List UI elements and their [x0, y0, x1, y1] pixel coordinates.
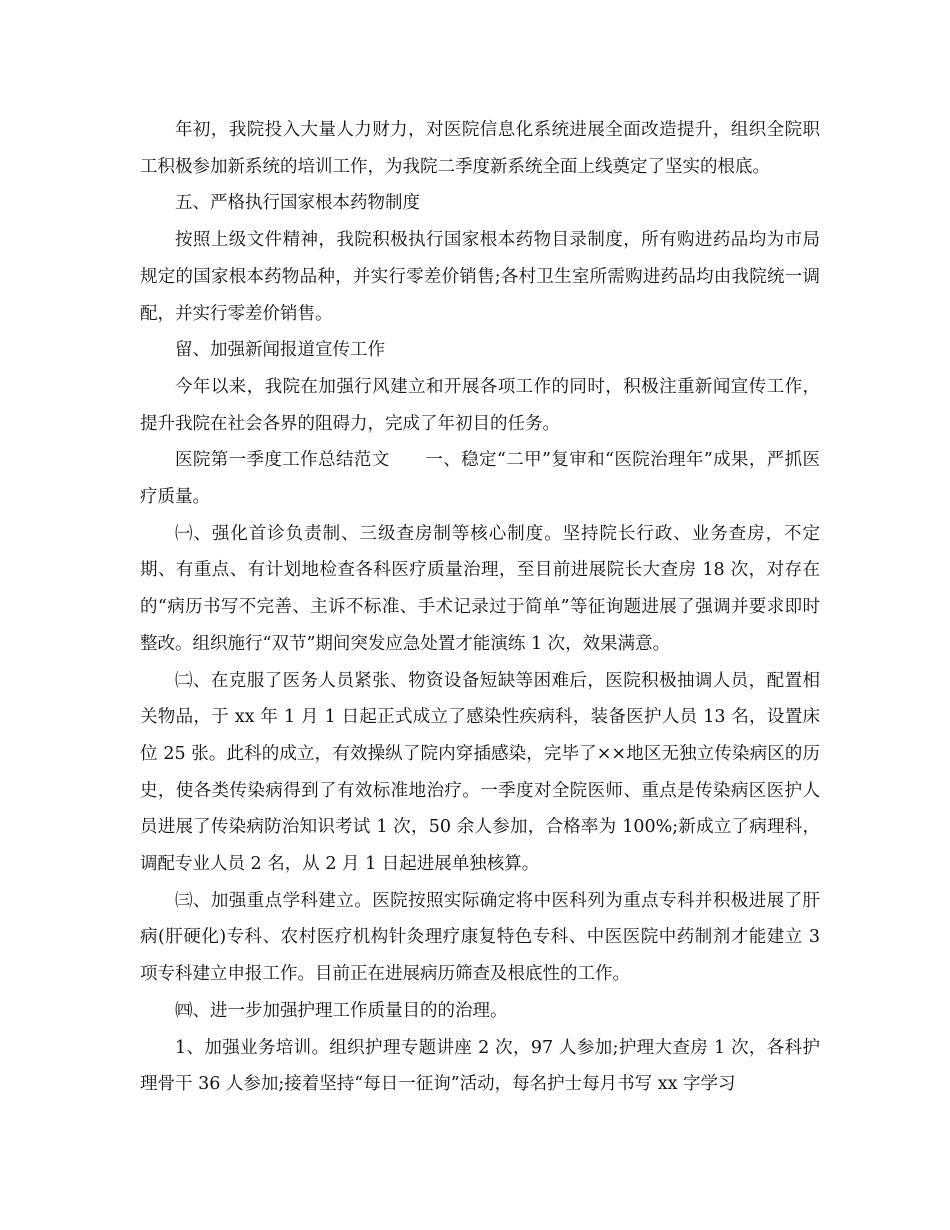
- paragraph-nursing-training: 1、加强业务培训。组织护理专题讲座 2 次，97 人参加;护理大查房 1 次，各科护理骨干 36 人参加;接着坚持“每日一征询”活动，每名护士每月书写 xx 字学习: [140, 1037, 820, 1095]
- document-page: [140, 112, 820, 1103]
- section-heading-essential-drugs: 五、严格执行国家根本药物制度: [175, 193, 420, 214]
- paragraph-news-publicity: 今年以来，我院在加强行风建立和开展各项工作的同时，积极注重新闻宣传工作，提升我院在社会各界的阻碍力，完成了年初目的任务。: [140, 376, 820, 434]
- paragraph-informatization: 年初，我院投入大量人力财力，对医院信息化系统进展全面改造提升，组织全院职工积极参加新系统的培训工作，为我院二季度新系统全面上线奠定了坚实的根底。: [140, 120, 820, 177]
- paragraph-q1-summary-intro: 医院第一季度工作总结范文 一、稳定“二甲”复审和“医院治理年”成果，严抓医疗质量。: [140, 450, 820, 508]
- paragraph-item-1-core-systems: ㈠、强化首诊负责制、三级查房制等核心制度。坚持院长行政、业务查房，不定期、有重点、有计划地检查各科医疗质量治理，至目前进展院长大查房 18 次，对存在的“病历书写不完善、主诉不标准、手术记录过于简单”等征询题进展了强调并要求即时整改。组织施行“双节”期间突发应急处置才能演练 1 次，效果满意。: [140, 523, 820, 654]
- paragraph-item-2-infectious-dept: ㈡、在克服了医务人员紧张、物资设备短缺等困难后，医院积极抽调人员，配置相关物品，于 xx 年 1 月 1 日起正式成立了感染性疾病科，装备医护人员 13 名，设置床位 25 张。此科的成立，有效操纵了院内穿插感染，完毕了××地区无独立传染病区的历史，使各类传染病得到了有效标准地治疗。一季度对全院医师、重点是传染病区医护人员进展了传染病防治知识考试 1 次，50 余人参加，合格率为 100%;新成立了病理科，调配专业人员 2 名，从 2 月 1 日起进展单独核算。: [140, 670, 820, 875]
- paragraph-essential-drugs: 按照上级文件精神，我院积极执行国家根本药物目录制度，所有购进药品均为市局规定的国家根本药物品种，并实行零差价销售;各村卫生室所需购进药品均由我院统一调配，并实行零差价销售。: [140, 230, 820, 324]
- paragraph-item-3-key-disciplines: ㈢、加强重点学科建立。医院按照实际确定将中医科列为重点专科并积极进展了肝病(肝硬化)专科、农村医疗机构针灸理疗康复特色专科、中医医院中药制剂才能建立 3 项专科建立申报工作。目前正在进展病历筛查及根底性的工作。: [140, 890, 820, 985]
- section-heading-news-publicity: 留、加强新闻报道宣传工作: [175, 340, 385, 361]
- paragraph-item-4-nursing-quality: ㈣、进一步加强护理工作质量目的的治理。: [175, 1000, 508, 1021]
